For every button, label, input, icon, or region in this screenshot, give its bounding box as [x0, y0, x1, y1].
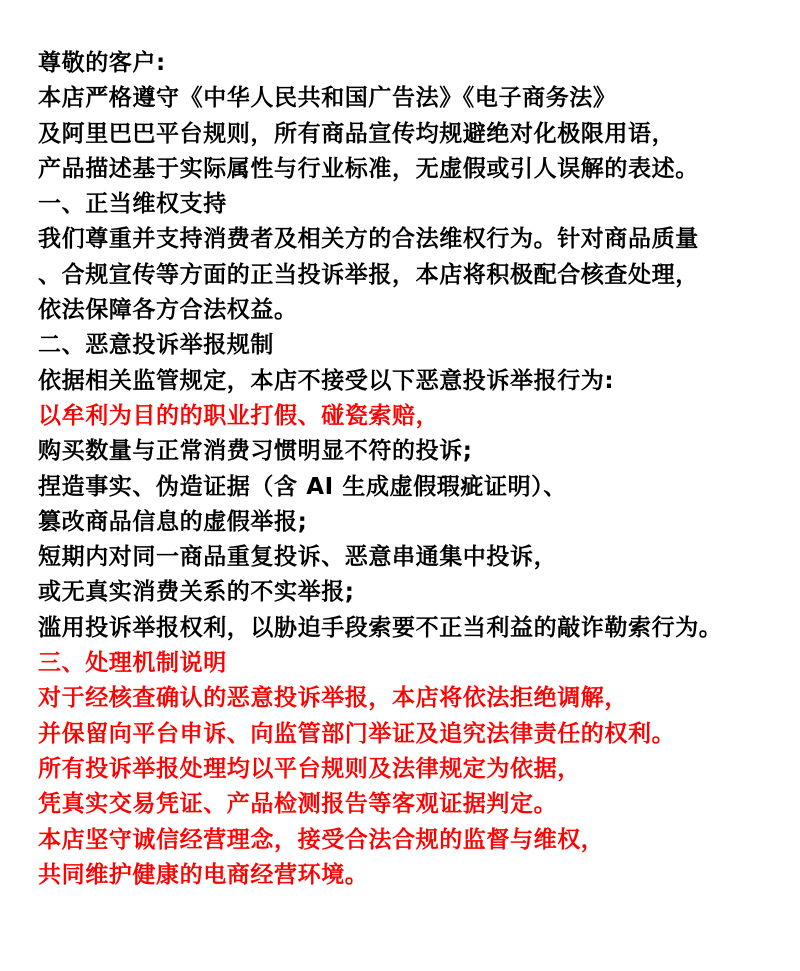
section-body-line: 我们尊重并支持消费者及相关方的合法维权行为。针对商品质量: [38, 226, 699, 253]
section-heading-legitimate-rights: 一、正当维权支持: [38, 191, 227, 218]
compliance-statement-line: 本店严格遵守《中华人民共和国广告法》《电子商务法》: [38, 85, 617, 112]
highlighted-line: 所有投诉举报处理均以平台规则及法律规定为依据，: [38, 755, 581, 782]
greeting-line: 尊敬的客户:: [38, 50, 166, 76]
highlighted-line: 共同维护健康的电商经营环境。: [38, 861, 369, 888]
section-body-line: 滥用投诉举报权利，以胁迫手段索要不正当利益的敲诈勒索行为。: [38, 614, 723, 641]
section-body-line: 依法保障各方合法权益。: [38, 297, 298, 324]
section-body-line: 或无真实消费关系的不实举报;: [38, 579, 355, 606]
section-heading-malicious-complaints: 二、恶意投诉举报规制: [38, 332, 274, 359]
section-body-line: 短期内对同一商品重复投诉、恶意串通集中投诉，: [38, 544, 558, 571]
section-heading-handling-mechanism: 三、处理机制说明: [38, 650, 227, 677]
highlighted-line: 本店坚守诚信经营理念，接受合法合规的监督与维权，: [38, 826, 605, 853]
highlighted-line: 以牟利为目的的职业打假、碰瓷索赔，: [38, 402, 440, 429]
highlighted-line: 对于经核查确认的恶意投诉举报，本店将依法拒绝调解，: [38, 685, 628, 712]
section-body-line: 、合规宣传等方面的正当投诉举报，本店将积极配合核查处理，: [38, 261, 699, 288]
section-body-line: 捏造事实、伪造证据（含 AI 生成虚假瑕疵证明）、: [38, 473, 567, 500]
section-body-line: 依据相关监管规定，本店不接受以下恶意投诉举报行为:: [38, 367, 615, 394]
compliance-statement-line: 产品描述基于实际属性与行业标准，无虚假或引人误解的表述。: [38, 155, 699, 182]
highlighted-line: 并保留向平台申诉、向监管部门举证及追究法律责任的权利。: [38, 720, 676, 747]
section-body-line: 篡改商品信息的虚假举报;: [38, 508, 308, 535]
compliance-statement-line: 及阿里巴巴平台规则，所有商品宣传均规避绝对化极限用语，: [38, 120, 676, 147]
section-body-line: 购买数量与正常消费习惯明显不符的投诉;: [38, 438, 473, 465]
highlighted-line: 凭真实交易凭证、产品检测报告等客观证据判定。: [38, 791, 558, 818]
